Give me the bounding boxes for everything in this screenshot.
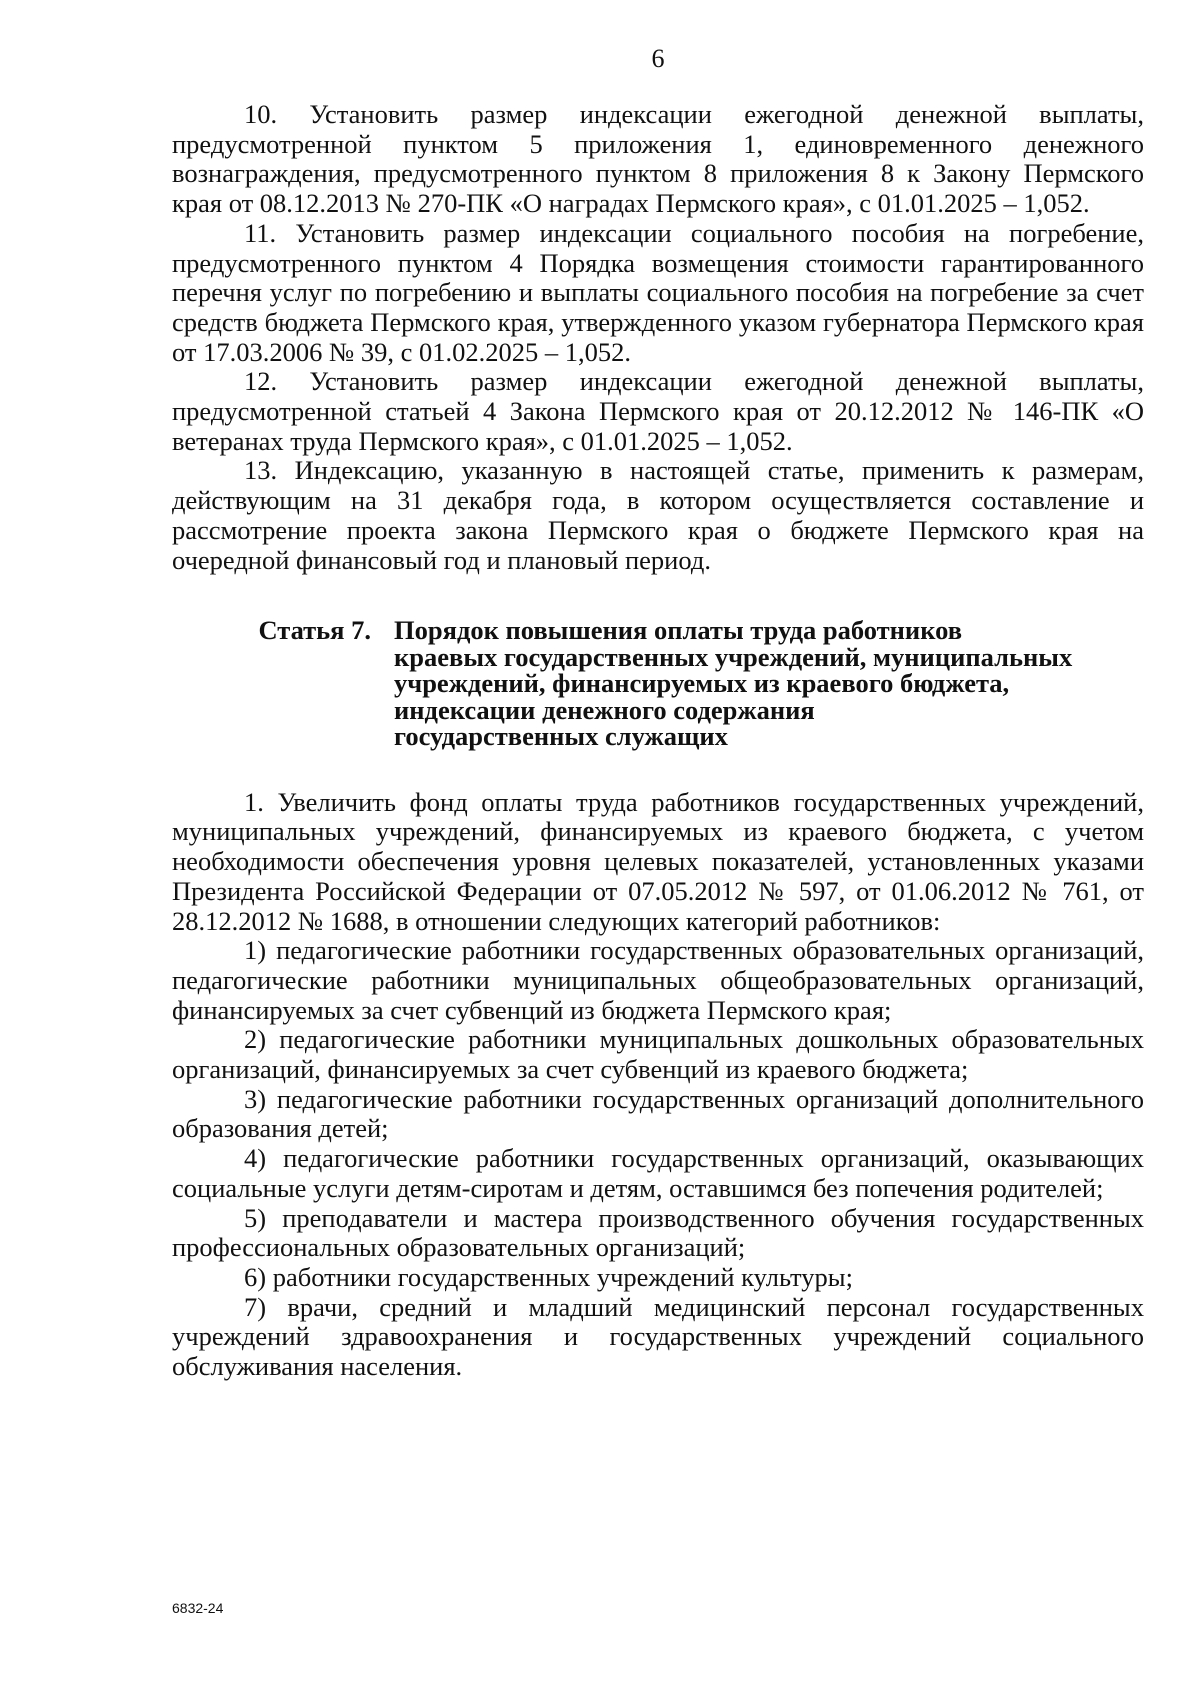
paragraph-item-13: 13. Индексацию, указанную в настоящей статье, применить к размерам, действующим на 31 декабря года, в котором осуществляется составление и рассмотрение проекта закона Пермского края о бюджете Пермского края на очередной финансовый год и плановый период. — [172, 455, 1144, 575]
list-item-1: 1) педагогические работники государственных образовательных организаций, педагогические работники муниципальных общеобразовательных организаций, финансируемых за счет субвенций из бюджета Пермского края; — [172, 935, 1144, 1025]
page-number: 6 — [651, 44, 665, 73]
article-title: Порядок повышения оплаты труда работников краевых государственных учреждений, муниципальных учреждений, финансируемых из краевого бюджета, индексации денежного содержания государственных служащих — [394, 615, 1073, 752]
article-label: Статья 7. — [258, 615, 371, 646]
paragraph-item-12: 12. Установить размер индексации ежегодной денежной выплаты, предусмотренной статьей 4 Закона Пермского края от 20.12.2012 № 146-ПК «О ветеранах труда Пермского края», с 01.01.2025 – 1,052. — [172, 366, 1144, 456]
list-item-5: 5) преподаватели и мастера производственного обучения государственных профессиональных образовательных организаций; — [172, 1202, 1144, 1263]
list-item-6: 6) работники государственных учреждений культуры; — [244, 1262, 853, 1292]
list-item-3: 3) педагогические работники государственных организаций дополнительного образования детей; — [172, 1083, 1144, 1144]
paragraph-item-1: 1. Увеличить фонд оплаты труда работников государственных учреждений, муниципальных учреждений, финансируемых из краевого бюджета, с учетом необходимости обеспечения уровня целевых показателей, установленных указами Президента Российской Федерации от 07.05.2012 № 597, от 01.06.2012 № 761, от 28.12.2012 № 1688, в отношении следующих категорий работников: — [172, 786, 1144, 936]
paragraph-item-11: 11. Установить размер индексации социального пособия на погребение, предусмотренного пунктом 4 Порядка возмещения стоимости гарантированного перечня услуг по погребению и выплаты социального пособия на погребение за счет средств бюджета Пермского края, утвержденного указом губернатора Пермского края от 17.03.2006 № 39, с 01.02.2025 – 1,052. — [172, 217, 1144, 367]
list-item-7: 7) врачи, средний и младший медицинский персонал государственных учреждений здравоохранения и государственных учреждений социального обслуживания населения. — [172, 1291, 1144, 1382]
document-code: 6832-24 — [172, 1600, 224, 1616]
list-item-2: 2) педагогические работники муниципальных дошкольных образовательных организаций, финансируемых за счет субвенций из краевого бюджета; — [172, 1024, 1144, 1085]
list-item-4: 4) педагогические работники государственных организаций, оказывающих социальные услуги детям-сиротам и детям, оставшимся без попечения родителей; — [172, 1143, 1144, 1203]
paragraph-item-10: 10. Установить размер индексации ежегодной денежной выплаты, предусмотренной пунктом 5 приложения 1, единовременного денежного вознаграждения, предусмотренного пунктом 8 приложения 8 к Закону Пермского края от 08.12.2013 № 270-ПК «О наградах Пермского края», с 01.01.2025 – 1,052. — [172, 99, 1144, 219]
document-body — [172, 100, 1144, 1382]
article-heading — [172, 617, 1144, 750]
